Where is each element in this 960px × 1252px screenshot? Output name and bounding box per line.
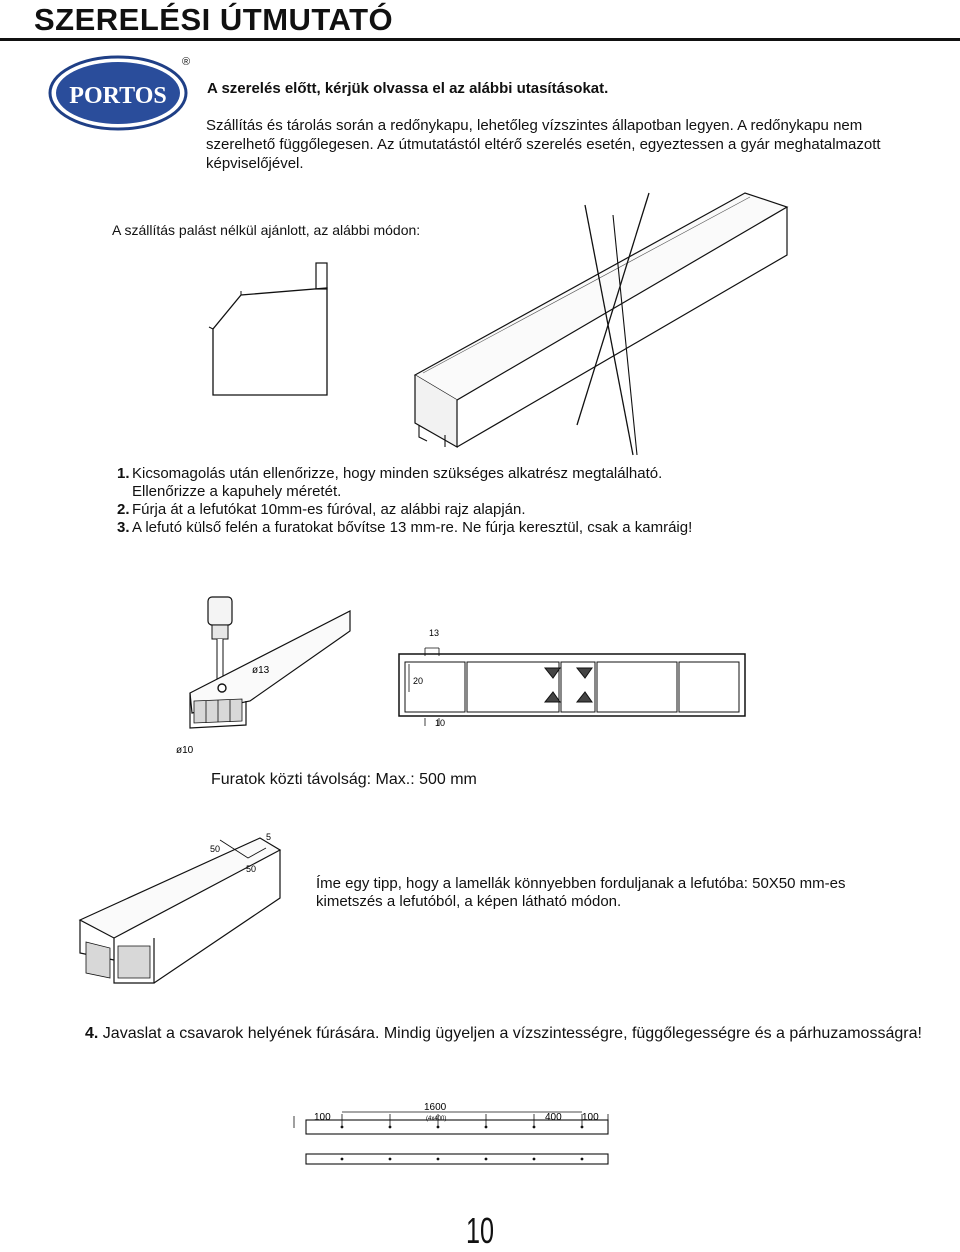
intro-warning: A szerelés előtt, kérjük olvassa el az alábbi utasításokat.	[207, 80, 609, 97]
screw-left-end-label: 100	[314, 1112, 331, 1123]
tip-text: Íme egy tipp, hogy a lamellák könnyebben forduljanak a lefutóba: 50X50 mm-es kimetszés a lefutóból, a képen látható módon.	[316, 875, 846, 910]
screw-layout-figure	[290, 1098, 620, 1170]
dim-13-label: 13	[429, 628, 440, 638]
drill-figure	[170, 593, 370, 763]
dim-10-label: 10	[435, 718, 446, 728]
cut-dim-c-label: 5	[266, 832, 272, 842]
transport-box-figure	[205, 255, 335, 405]
steps-list	[117, 465, 692, 537]
title-rule	[0, 38, 960, 41]
profile-section-figure	[395, 622, 755, 734]
screw-total-label: 1600	[424, 1102, 447, 1113]
drill-hole-10-label: ø10	[176, 745, 194, 756]
intro-paragraph: Szállítás és tárolás során a redőnykapu, lehetőleg vízszintes állapotban legyen. A redőnykapu nem szerelhető függőlegesen. Az útmutatástól eltérő szerelés esetén, egyeztessen a gyár meghatalmazott képviselőjével.	[206, 117, 881, 172]
logo-text: PORTOS	[69, 83, 167, 109]
dim-20-label: 20	[413, 676, 424, 686]
cut-dim-b-label: 50	[246, 864, 257, 874]
portos-logo	[48, 55, 196, 135]
screw-right-end-label: 100	[582, 1112, 599, 1123]
step-1-continued: Ellenőrizze a kapuhely méretét.	[132, 483, 342, 500]
step-3: 3. A lefutó külső felén a furatokat bővítse 13 mm-re. Ne fúrja keresztül, csak a kamráig!	[117, 519, 693, 536]
transport-beam-figure	[405, 185, 795, 465]
transport-note: A szállítás palást nélkül ajánlott, az alábbi módon:	[112, 222, 421, 238]
screw-sub-label: (4x400)	[426, 1116, 447, 1122]
screw-spacing-label: 400	[545, 1112, 562, 1123]
registered-mark: ®	[182, 56, 191, 68]
step-2: 2. Fúrja át a lefutókat 10mm-es fúróval, az alábbi rajz alapján.	[117, 501, 526, 518]
page-number: 10	[466, 1210, 495, 1251]
cutout-figure	[70, 828, 310, 993]
drill-hole-13-label: ø13	[252, 665, 270, 676]
page-title: SZERELÉSI ÚTMUTATÓ	[34, 2, 394, 37]
hole-distance-note: Furatok közti távolság: Max.: 500 mm	[211, 771, 477, 788]
cut-dim-a-label: 50	[210, 844, 221, 854]
step-4: 4. Javaslat a csavarok helyének fúrására. Mindig ügyeljen a vízszintességre, függőlegességre és a párhuzamosságra!	[85, 1025, 922, 1042]
step-1: 1. Kicsomagolás után ellenőrizze, hogy minden szükséges alkatrész megtalálható.	[117, 465, 663, 482]
